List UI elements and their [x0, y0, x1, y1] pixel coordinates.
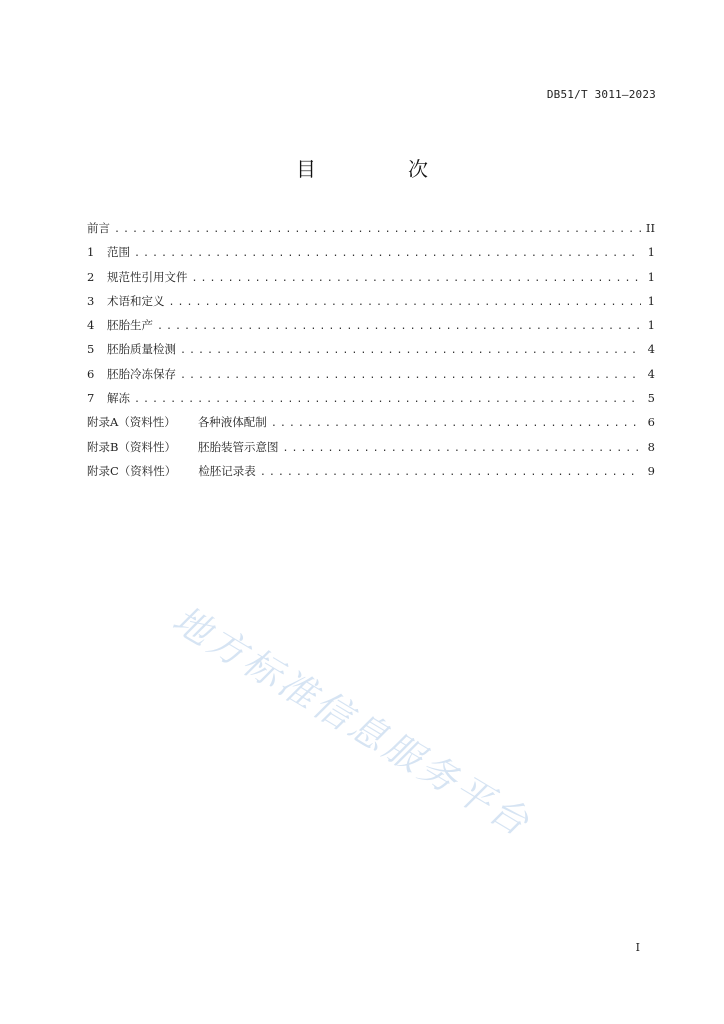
toc-entry-page: 5: [647, 391, 655, 406]
toc-entry-number: 2: [87, 269, 95, 284]
toc-entry-label: 胚胎生产: [107, 318, 153, 333]
toc-leader-dots: [260, 463, 641, 483]
toc-entry-page: II: [645, 221, 655, 235]
toc-entry-page: 4: [647, 366, 655, 381]
toc-leader-dots: [134, 390, 641, 410]
toc-entry-number: 6: [87, 366, 95, 381]
toc-entry-page: 6: [647, 415, 655, 430]
toc-entry-7[interactable]: [87, 388, 655, 412]
toc-entry-label: 术语和定义: [107, 293, 165, 308]
toc-entry-label: 规范性引用文件: [107, 269, 188, 284]
toc-entry-2[interactable]: [87, 267, 655, 291]
toc-entry-label: 解冻: [107, 391, 130, 406]
toc-leader-dots: [114, 220, 641, 240]
toc-leader-dots: [271, 414, 641, 434]
toc-entry-page: 4: [647, 342, 655, 357]
toc-leader-dots: [282, 439, 641, 459]
toc-entry-number: 3: [87, 293, 95, 308]
toc-entry-label: 检胚记录表: [198, 463, 256, 478]
toc-entry-4[interactable]: [87, 315, 655, 339]
document-code: DB51/T 3011—2023: [546, 88, 656, 101]
toc-entry-label: 胚胎装管示意图: [197, 439, 279, 454]
toc-leader-dots: [180, 366, 641, 386]
toc-entry-page: 1: [647, 293, 655, 308]
toc-appendix-prefix: 附录C（资料性）: [87, 463, 177, 478]
toc-entry-label: 胚胎冷冻保存: [107, 366, 176, 381]
toc-entry-number: 5: [87, 342, 95, 357]
toc-entry-appendix-c[interactable]: [87, 461, 655, 485]
toc-entry-number: 4: [87, 318, 95, 333]
page-number: I: [635, 941, 640, 954]
toc-appendix-prefix: 附录B（资料性）: [87, 439, 176, 454]
toc-entry-label: 各种液体配制: [197, 415, 267, 430]
toc-leader-dots: [192, 269, 642, 289]
page-title: 目 次: [296, 157, 464, 181]
toc-entry-appendix-b[interactable]: [87, 437, 655, 461]
toc-entry-label: 前言: [87, 221, 110, 235]
toc-leader-dots: [157, 317, 641, 337]
toc-entry-page: 1: [647, 318, 655, 333]
toc-entry-page: 1: [647, 245, 655, 260]
toc-entry-3[interactable]: [87, 291, 655, 315]
toc-entry-6[interactable]: [87, 364, 655, 388]
toc-leader-dots: [134, 244, 641, 264]
toc-entry-page: 9: [647, 463, 655, 478]
toc-entry-preface[interactable]: [87, 218, 655, 242]
toc-entry-label: 范围: [107, 245, 130, 260]
toc-entry-1[interactable]: [87, 242, 655, 266]
toc-appendix-prefix: 附录A（资料性）: [87, 415, 176, 430]
toc-entry-page: 8: [647, 439, 655, 454]
toc-entry-number: 7: [87, 391, 95, 406]
watermark: 地方标准信息服务平台: [165, 597, 539, 846]
toc-entry-number: 1: [87, 245, 95, 260]
toc-entry-page: 1: [647, 269, 655, 284]
table-of-contents: [87, 218, 655, 485]
toc-entry-5[interactable]: [87, 339, 655, 363]
toc-entry-label: 胚胎质量检测: [107, 342, 176, 357]
toc-leader-dots: [180, 341, 641, 361]
toc-entry-appendix-a[interactable]: [87, 412, 655, 436]
toc-leader-dots: [169, 293, 642, 313]
